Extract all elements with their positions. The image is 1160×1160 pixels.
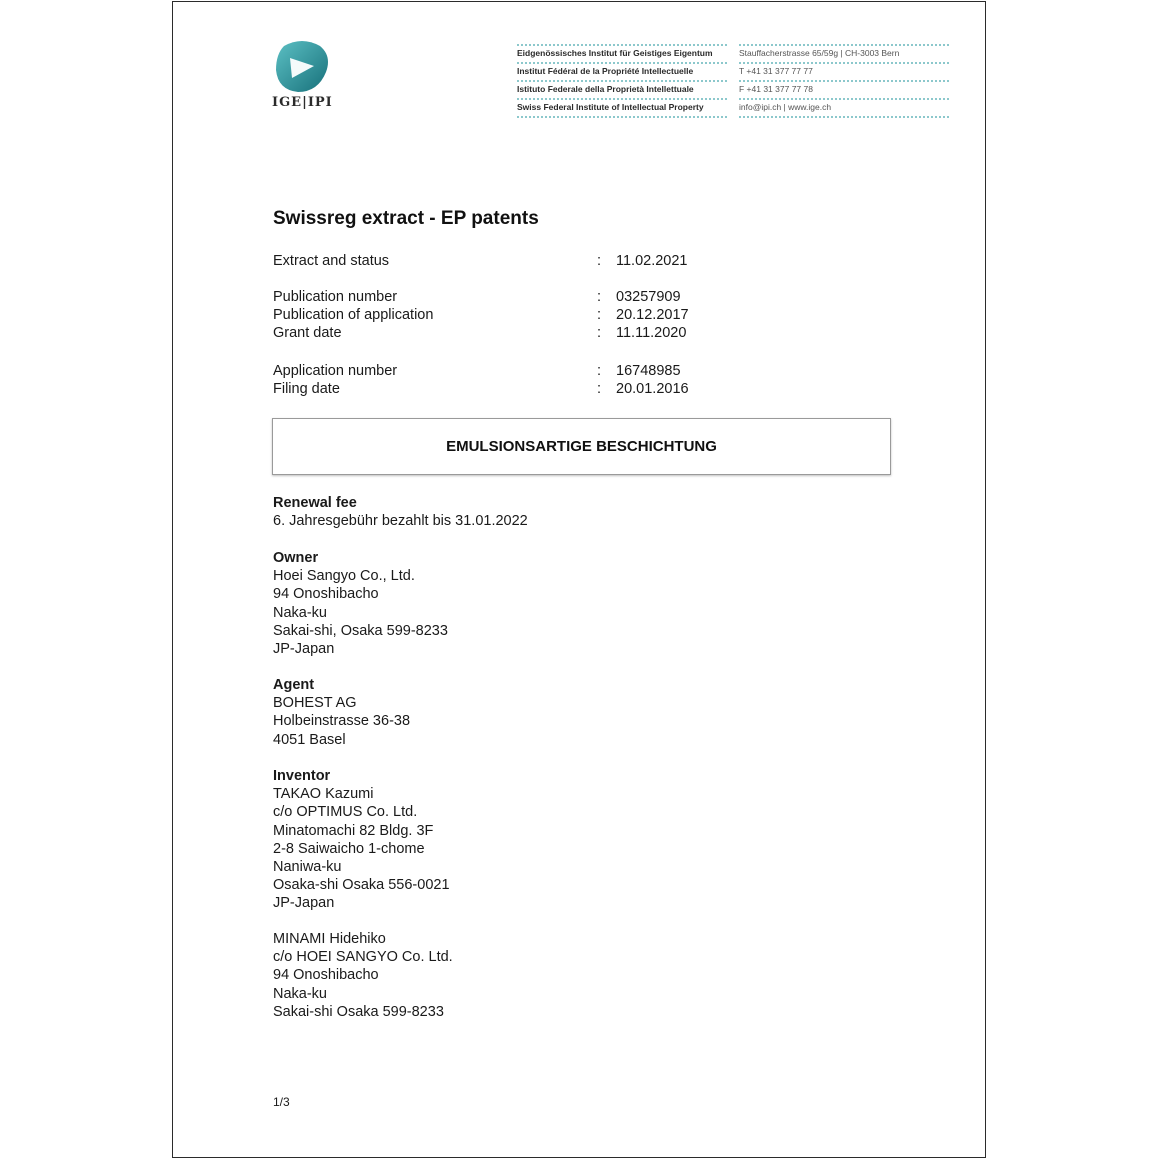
field-application-number bbox=[273, 362, 773, 380]
inventor-line: Osaka-shi Osaka 556-0021 bbox=[273, 877, 450, 894]
owner-section bbox=[273, 549, 448, 658]
inventor-line: 94 Onoshibacho bbox=[273, 967, 379, 984]
field-publication-of-application bbox=[273, 306, 773, 324]
field-filing-date bbox=[273, 380, 773, 398]
field-label: Publication number bbox=[273, 289, 398, 305]
renewal-section bbox=[273, 494, 528, 530]
owner-line: 94 Onoshibacho bbox=[273, 586, 379, 603]
inventor-section bbox=[273, 767, 450, 913]
contact-address: Stauffacherstrasse 65/59g | CH-3003 Bern bbox=[739, 44, 949, 62]
contact-phone: T +41 31 377 77 77 bbox=[739, 62, 949, 80]
agent-line: Holbeinstrasse 36-38 bbox=[273, 713, 411, 730]
agent-section bbox=[273, 676, 410, 749]
application-group bbox=[273, 362, 773, 398]
institute-names bbox=[517, 44, 727, 118]
field-label: Grant date bbox=[273, 325, 342, 341]
owner-line: Sakai-shi, Osaka 599-8233 bbox=[273, 622, 448, 639]
field-label: Extract and status bbox=[273, 253, 390, 269]
field-colon: : bbox=[597, 381, 602, 397]
field-value: 03257909 bbox=[616, 289, 681, 305]
field-label: Publication of application bbox=[273, 307, 434, 323]
field-value: 16748985 bbox=[616, 363, 681, 379]
field-colon: : bbox=[597, 325, 602, 341]
field-value: 11.11.2020 bbox=[616, 325, 687, 341]
inventor-line: c/o HOEI SANGYO Co. Ltd. bbox=[273, 949, 453, 966]
field-label: Application number bbox=[273, 363, 398, 379]
field-value: 20.12.2017 bbox=[616, 307, 689, 323]
owner-line: Hoei Sangyo Co., Ltd. bbox=[273, 568, 415, 585]
field-label: Filing date bbox=[273, 381, 340, 397]
patent-title-box: EMULSIONSARTIGE BESCHICHTUNG bbox=[272, 418, 891, 475]
contact-fax: F +41 31 377 77 78 bbox=[739, 80, 949, 98]
publication-group bbox=[273, 288, 773, 342]
owner-heading: Owner bbox=[273, 550, 319, 566]
contact-web: info@ipi.ch | www.ige.ch bbox=[739, 98, 949, 118]
inventor-line: 2-8 Saiwaicho 1-chome bbox=[273, 840, 425, 857]
logo-text: IGE|IPI bbox=[272, 95, 333, 110]
inventor-line: MINAMI Hidehiko bbox=[273, 931, 386, 947]
inventor-line: Minatomachi 82 Bldg. 3F bbox=[273, 822, 434, 839]
field-publication-number bbox=[273, 288, 773, 306]
institute-line-en: Swiss Federal Institute of Intellectual Property bbox=[517, 98, 727, 118]
extract-group bbox=[273, 252, 773, 270]
inventor-line: Naka-ku bbox=[273, 985, 327, 1002]
field-colon: : bbox=[597, 307, 602, 323]
institute-contacts bbox=[739, 44, 949, 118]
page-number: 1/3 bbox=[273, 1095, 290, 1109]
institute-line-fr: Institut Fédéral de la Propriété Intellectuelle bbox=[517, 62, 727, 80]
field-extract bbox=[273, 252, 773, 270]
institute-line-de: Eidgenössisches Institut für Geistiges Eigentum bbox=[517, 44, 727, 62]
field-value: 11.02.2021 bbox=[616, 253, 688, 269]
field-grant-date bbox=[273, 324, 773, 342]
institute-line-it: Istituto Federale della Proprietà Intellettuale bbox=[517, 80, 727, 98]
renewal-line: 6. Jahresgebühr bezahlt bis 31.01.2022 bbox=[273, 513, 528, 530]
field-colon: : bbox=[597, 253, 602, 269]
field-colon: : bbox=[597, 289, 602, 305]
agent-heading: Agent bbox=[273, 677, 315, 693]
inventor-line: c/o OPTIMUS Co. Ltd. bbox=[273, 804, 418, 821]
inventor-line: Naniwa-ku bbox=[273, 859, 342, 876]
agent-line: 4051 Basel bbox=[273, 731, 346, 748]
owner-line: Naka-ku bbox=[273, 604, 327, 621]
agent-line: BOHEST AG bbox=[273, 695, 357, 712]
inventor-second-section bbox=[273, 930, 453, 1021]
inventor-line: JP-Japan bbox=[273, 895, 335, 912]
inventor-line: TAKAO Kazumi bbox=[273, 786, 374, 803]
document-title: Swissreg extract - EP patents bbox=[273, 208, 539, 229]
owner-line: JP-Japan bbox=[273, 641, 335, 658]
inventor-heading: Inventor bbox=[273, 768, 331, 784]
field-colon: : bbox=[597, 363, 602, 379]
inventor-line: Sakai-shi Osaka 599-8233 bbox=[273, 1003, 444, 1020]
ige-logo-icon bbox=[274, 38, 330, 94]
field-value: 20.01.2016 bbox=[616, 381, 689, 397]
renewal-heading: Renewal fee bbox=[273, 495, 357, 511]
